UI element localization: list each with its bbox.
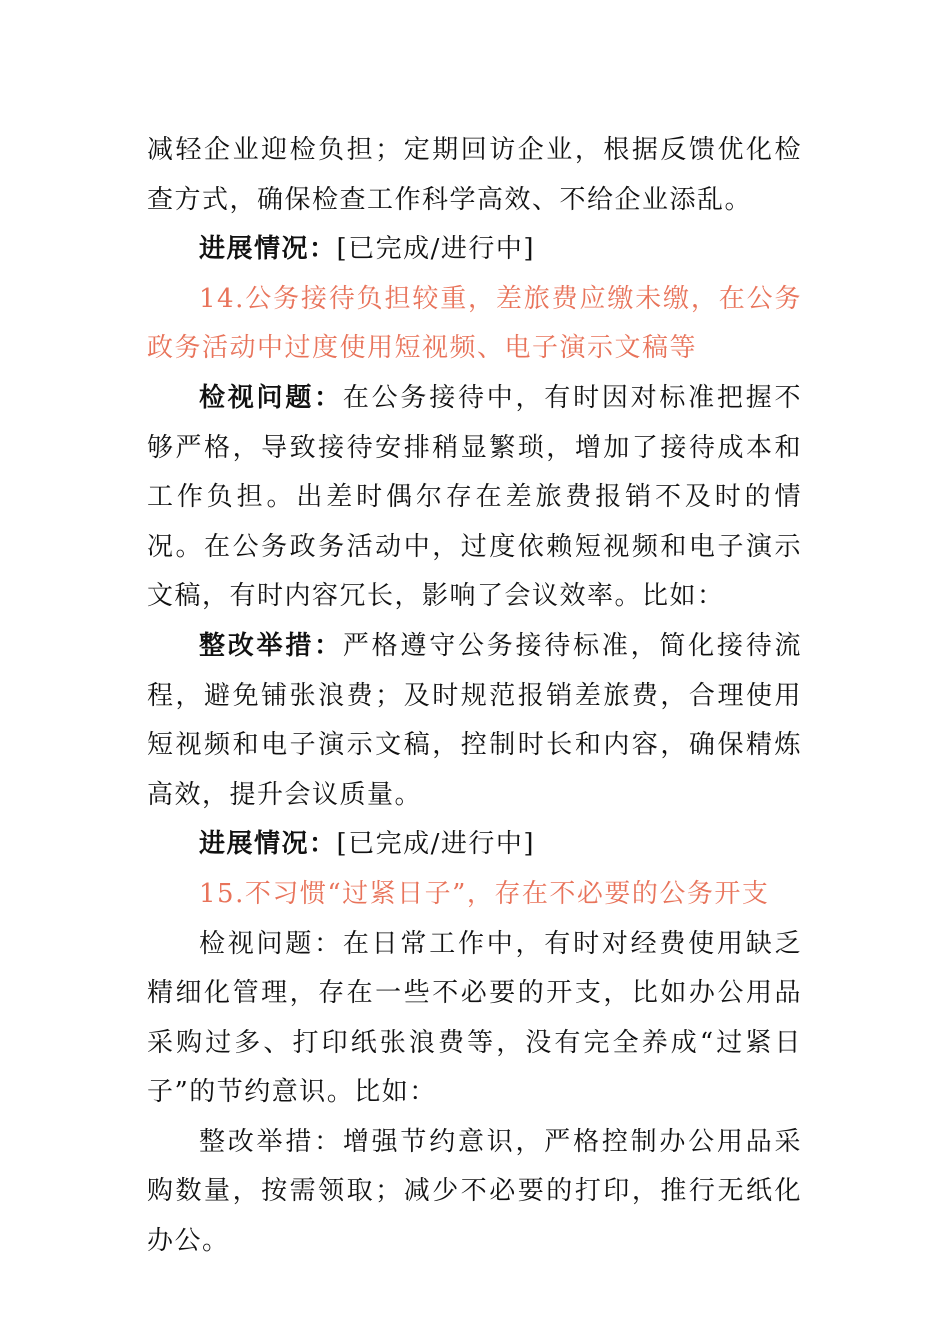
item-14-measure (147, 622, 802, 820)
progress-label: 进展情况： (199, 234, 337, 265)
item-15-measure: 整改举措：增强节约意识，严格控制办公用品采购数量，按需领取；减少不必要的打印，推行无纸化办公。 (147, 1126, 802, 1257)
item-14-issue (147, 374, 802, 622)
document-body (147, 126, 802, 1267)
paragraph-continuation: 减轻企业迎检负担；定期回访企业，根据反馈优化检查方式，确保检查工作科学高效、不给企业添乱。 (147, 135, 802, 215)
progress-line-1 (147, 225, 802, 275)
item-15-issue: 检视问题：在日常工作中，有时对经费使用缺乏精细化管理，存在一些不必要的开支，比如办公用品采购过多、打印纸张浪费等，没有完全养成“过紧日子”的节约意识。比如： (147, 928, 802, 1108)
progress-line-2 (147, 820, 802, 870)
progress-value: [已完成/进行中] (336, 829, 536, 860)
issue-text: 在公务接待中，有时因对标准把握不够严格，导致接待安排稍显繁琐，增加了接待成本和工作负担。出差时偶尔存在差旅费报销不及时的情况。在公务政务活动中，过度依赖短视频和电子演示文稿，有时内容冗长，影响了会议效率。比如： (147, 382, 802, 612)
item-14-heading: 14.公务接待负担较重，差旅费应缴未缴，在公务政务活动中过度使用短视频、电子演示文稿等 (147, 283, 802, 364)
measure-text: 严格遵守公务接待标准，简化接待流程，避免铺张浪费；及时规范报销差旅费，合理使用短视频和电子演示文稿，控制时长和内容，确保精炼高效，提升会议质量。 (147, 630, 802, 810)
issue-label: 检视问题： (199, 382, 343, 413)
progress-label: 进展情况： (199, 829, 337, 860)
measure-label: 整改举措： (199, 630, 343, 661)
progress-value: [已完成/进行中] (336, 234, 536, 265)
item-15-heading: 15.不习惯“过紧日子”，存在不必要的公务开支 (199, 878, 770, 909)
